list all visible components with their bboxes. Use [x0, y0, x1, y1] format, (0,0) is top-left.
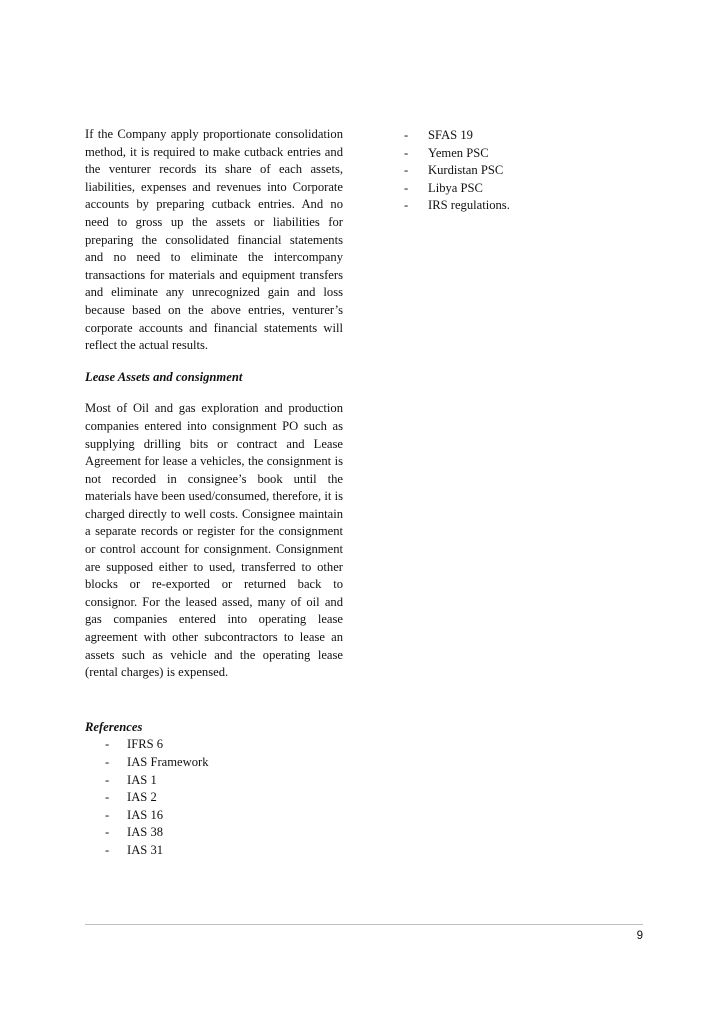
list-bullet: - [404, 180, 409, 195]
page-number: 9 [636, 930, 643, 942]
list-item [404, 180, 634, 198]
right-column [404, 127, 634, 215]
reference-item: IAS Framework [127, 755, 209, 769]
list-bullet: - [404, 128, 409, 142]
list-item [404, 162, 634, 180]
list-item [105, 807, 343, 825]
reference-item: IRS regulations. [428, 198, 510, 213]
reference-item: Libya PSC [428, 180, 483, 195]
left-column [85, 126, 343, 860]
list-bullet: - [105, 790, 110, 805]
list-item [105, 789, 343, 807]
list-bullet: - [404, 163, 409, 178]
list-item [404, 127, 634, 145]
list-bullet: - [404, 198, 409, 213]
heading-references: References [85, 719, 143, 734]
list-item [404, 145, 634, 163]
paragraph-proportionate-consolidation: If the Company apply proportionate consolidation method, it is required to make cutback entries and the venturer records its share of each assets, liabilities, expenses and revenues into Corporate accounts by preparing cutback entries. And no need to gross up the assets or liabilities for preparing the consolidated financial statements and no need to eliminate the intercompany transactions for materials and equipment transfers and eliminate any unrecognized gain and loss because based on the above entries, venturer’s corporate accounts and financial statements will reflect the actual results. [85, 127, 343, 353]
reference-item: Kurdistan PSC [428, 163, 504, 178]
list-bullet: - [105, 825, 110, 840]
list-bullet: - [105, 807, 110, 822]
footer-divider [85, 924, 643, 925]
references-list [85, 736, 343, 859]
list-item [105, 772, 343, 790]
reference-item: IAS 1 [127, 772, 157, 787]
list-item [105, 754, 343, 772]
list-bullet: - [404, 145, 409, 160]
reference-item: IAS 38 [127, 825, 164, 840]
reference-item: SFAS 19 [428, 128, 473, 142]
list-bullet: - [105, 842, 110, 857]
list-item [105, 824, 343, 842]
reference-item: IAS 2 [127, 790, 157, 805]
list-bullet: - [105, 737, 110, 752]
references-list-continued [404, 127, 634, 215]
reference-item: IAS 16 [127, 807, 164, 822]
reference-item: IFRS 6 [127, 737, 164, 752]
list-bullet: - [105, 772, 110, 787]
list-item [404, 197, 634, 215]
list-item [105, 842, 343, 860]
reference-item: IAS 31 [127, 842, 164, 857]
list-bullet: - [105, 755, 110, 769]
list-item [105, 736, 343, 754]
heading-lease-assets: Lease Assets and consignment [85, 369, 243, 384]
paragraph-lease-consignment: Most of Oil and gas exploration and production companies entered into consignment PO such as supplying drilling bits or contract and Lease Agreement for lease a vehicles, the consignment is not recorded in consignee’s book until the materials have been used/consumed, therefore, it is charged directly to well costs. Consignee maintain a separate records or register for the consignment or control account for consignment. Consignment are supposed either to used, transferred to other blocks or re-exported or returned back to consignor. For the leased assed, many of oil and gas companies entered into operating lease agreement with other subcontractors to lease an assets such as vehicle and the operating lease (rental charges) is expensed. [85, 401, 343, 680]
reference-item: Yemen PSC [428, 145, 489, 160]
